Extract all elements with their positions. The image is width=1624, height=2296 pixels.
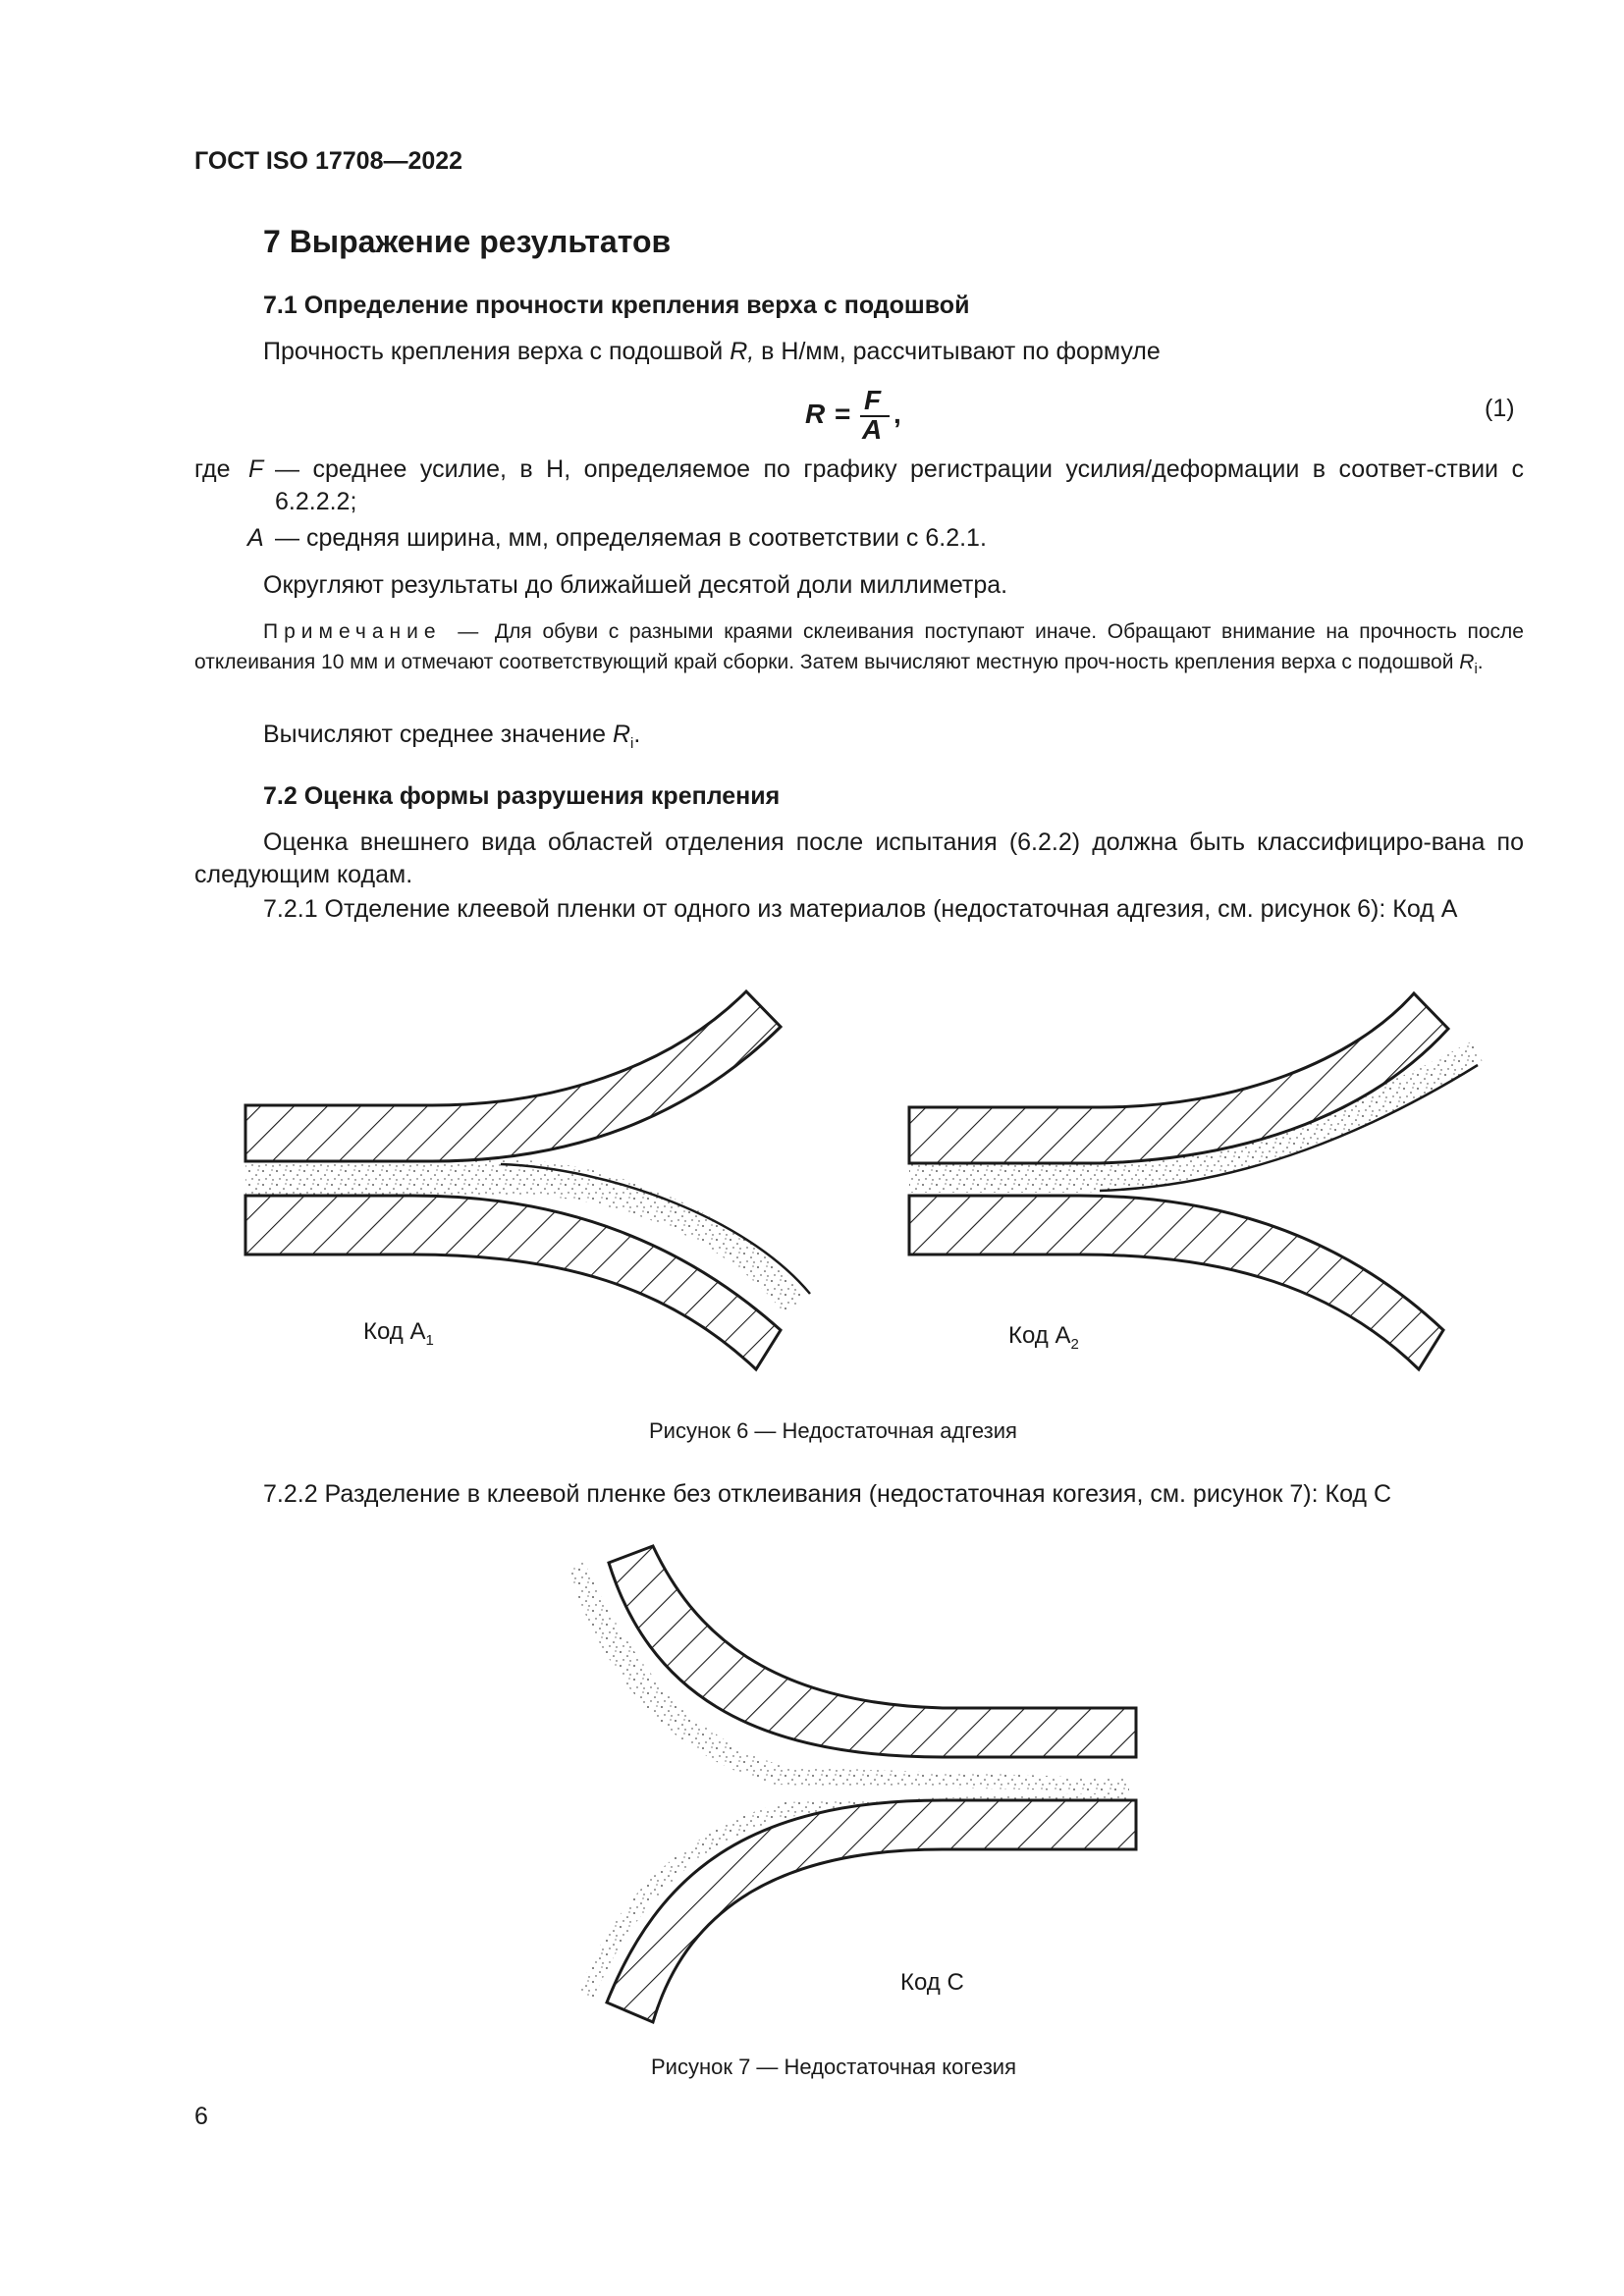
- label-code-a2-subscript: 2: [1070, 1335, 1079, 1353]
- def-f-symbol: F: [248, 455, 264, 483]
- formula-number: (1): [1485, 395, 1515, 422]
- formula-numerator: F: [864, 385, 882, 415]
- formula-denominator: A: [862, 414, 883, 445]
- label-code-a1-text: Код А: [363, 1318, 426, 1345]
- code-a2-diagram: [909, 993, 1483, 1369]
- section-title: 7 Выражение результатов: [263, 224, 672, 259]
- note-variable: R: [1459, 651, 1475, 673]
- code-a1-diagram: [245, 991, 810, 1369]
- subsection-7-1-title: 7.1 Определение прочности крепления верха с подошвой: [263, 292, 970, 319]
- upper-strip-a1: [245, 991, 781, 1161]
- formula-lhs: R: [805, 399, 826, 429]
- label-code-a1: [363, 1318, 434, 1349]
- note-subscript: i: [1474, 661, 1478, 678]
- mean-text-body: Вычисляют среднее значение: [263, 721, 613, 748]
- paragraph-7-2-2: 7.2.2 Разделение в клеевой пленке без отклеивания (недостаточная когезия, см. рисунок 7): Код С: [263, 1480, 1392, 1508]
- where-label: где: [194, 455, 231, 483]
- formula-intro-text-end: в Н/мм, рассчитывают по формуле: [754, 338, 1161, 365]
- page-number: 6: [194, 2103, 208, 2130]
- formula-equals: =: [835, 399, 851, 429]
- label-code-a2: [1008, 1322, 1079, 1353]
- formula-comma: ,: [893, 399, 901, 429]
- def-a-symbol: A: [247, 524, 264, 552]
- def-f-text: — среднее усилие, в Н, определяемое по графику регистрации усилия/деформации в соответ-ствии с 6.2.2.2;: [275, 455, 1524, 515]
- document-header: ГОСТ ISO 17708—2022: [194, 147, 463, 175]
- def-a-text: — средняя ширина, мм, определяемая в соответствии с 6.2.1.: [275, 524, 987, 552]
- label-code-c: Код С: [900, 1969, 964, 1996]
- rounding-text: Округляют результаты до ближайшей десятой доли миллиметра.: [263, 571, 1008, 599]
- note-text: Для обуви с разными краями склеивания поступают иначе. Обращают внимание на прочность после отклеивания 10 мм и отмечают соответствующий край сборки. Затем вычисляют местную проч-ность крепления верха с подошвой: [194, 620, 1524, 673]
- note-label: Примечание —: [263, 620, 485, 643]
- subsection-7-2-title: 7.2 Оценка формы разрушения крепления: [263, 782, 781, 810]
- mean-variable: R: [612, 721, 630, 748]
- mean-subscript: i: [630, 735, 634, 752]
- note-end: .: [1477, 651, 1484, 673]
- lower-strip-a2: [909, 1196, 1443, 1369]
- classification-intro: Оценка внешнего вида областей отделения после испытания (6.2.2) должна быть классифициро-вана по следующим кодам.: [194, 828, 1524, 888]
- formula-intro-variable: R,: [730, 338, 755, 365]
- lower-strip-c: [607, 1800, 1136, 2022]
- figure-6-caption: Рисунок 6 — Недостаточная адгезия: [649, 1418, 1017, 1443]
- code-c-diagram: [569, 1546, 1136, 2022]
- mean-end: .: [633, 721, 641, 748]
- figure-7-caption: Рисунок 7 — Недостаточная когезия: [651, 2055, 1016, 2079]
- label-code-a2-text: Код А: [1008, 1322, 1071, 1349]
- formula-intro-text: Прочность крепления верха с подошвой: [263, 338, 731, 365]
- paragraph-7-2-1: 7.2.1 Отделение клеевой пленки от одного из материалов (недостаточная адгезия, см. рисунок 6): Код А: [263, 895, 1458, 923]
- upper-strip-a2: [909, 993, 1448, 1163]
- label-code-a1-subscript: 1: [425, 1331, 434, 1349]
